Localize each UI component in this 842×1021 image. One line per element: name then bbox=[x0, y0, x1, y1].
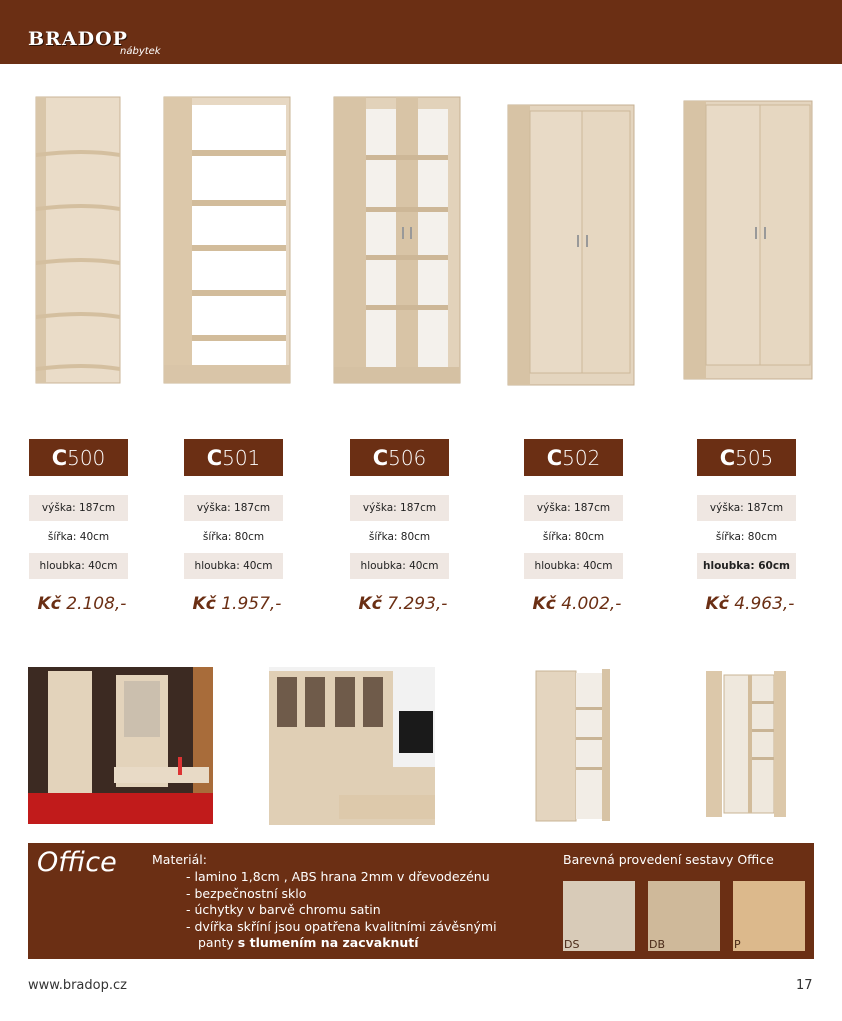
spec-height: výška: 187cm bbox=[350, 495, 449, 521]
product-price-c506: Kč 7.293,- bbox=[358, 594, 448, 614]
product-image-c505 bbox=[682, 99, 814, 381]
product-code-c506: C 506 bbox=[350, 439, 449, 476]
product-code-c500: C 500 bbox=[29, 439, 128, 476]
product-price-c501: Kč 1.957,- bbox=[192, 594, 282, 614]
spec-height: výška: 187cm bbox=[524, 495, 623, 521]
material-item: - úchytky v barvě chromu satin bbox=[186, 902, 381, 917]
page-number: 17 bbox=[796, 978, 813, 993]
room-photo-corner-set bbox=[28, 667, 213, 824]
product-image-c506 bbox=[332, 95, 462, 385]
brand-subtitle: nábytek bbox=[120, 46, 161, 57]
spec-depth: hloubka: 40cm bbox=[29, 553, 128, 579]
spec-width: šířka: 80cm bbox=[202, 531, 265, 543]
footer-website-link[interactable]: www.bradop.cz bbox=[28, 978, 127, 993]
material-item: - lamino 1,8cm , ABS hrana 2mm v dřevodezénu bbox=[186, 869, 490, 884]
material-item: panty s tlumením na zacvaknutí bbox=[198, 935, 419, 950]
spec-depth: hloubka: 40cm bbox=[184, 553, 283, 579]
brand-logo: BRADOP bbox=[28, 28, 128, 50]
material-item: - bezpečnostní sklo bbox=[186, 885, 307, 901]
color-swatch-p: P bbox=[733, 881, 805, 951]
material-list bbox=[186, 869, 497, 952]
product-image-c500 bbox=[34, 95, 122, 385]
spec-width: šířka: 40cm bbox=[47, 531, 110, 543]
page-header bbox=[0, 0, 842, 64]
spec-depth: hloubka: 40cm bbox=[350, 553, 449, 579]
detail-photo-open-wardrobe-c502 bbox=[530, 667, 612, 825]
color-variants-title: Barevná provedení sestavy Office bbox=[563, 852, 774, 867]
spec-height: výška: 187cm bbox=[184, 495, 283, 521]
spec-width: šířka: 80cm bbox=[715, 531, 778, 543]
product-price-c502: Kč 4.002,- bbox=[532, 594, 622, 614]
spec-depth: hloubka: 40cm bbox=[524, 553, 623, 579]
product-image-c501 bbox=[162, 95, 292, 385]
product-image-c502 bbox=[506, 103, 636, 387]
product-code-c505: C 505 bbox=[697, 439, 796, 476]
room-photo-office-wall bbox=[269, 667, 435, 825]
product-price-c505: Kč 4.963,- bbox=[705, 594, 795, 614]
spec-depth: hloubka: 60cm bbox=[697, 553, 796, 579]
series-info-panel bbox=[28, 843, 814, 959]
spec-width: šířka: 80cm bbox=[368, 531, 431, 543]
product-price-c500: Kč 2.108,- bbox=[37, 594, 127, 614]
detail-photo-open-wardrobe-c505 bbox=[704, 667, 788, 821]
spec-height: výška: 187cm bbox=[29, 495, 128, 521]
material-title: Materiál: bbox=[152, 852, 207, 867]
color-swatch-ds: DS bbox=[563, 881, 635, 951]
series-name: Office bbox=[37, 847, 117, 878]
product-code-c502: C 502 bbox=[524, 439, 623, 476]
material-item: - dvířka skříní jsou opatřena kvalitními závěsnými bbox=[186, 918, 497, 934]
color-swatch-db: DB bbox=[648, 881, 720, 951]
product-code-c501: C 501 bbox=[184, 439, 283, 476]
spec-height: výška: 187cm bbox=[697, 495, 796, 521]
spec-width: šířka: 80cm bbox=[542, 531, 605, 543]
